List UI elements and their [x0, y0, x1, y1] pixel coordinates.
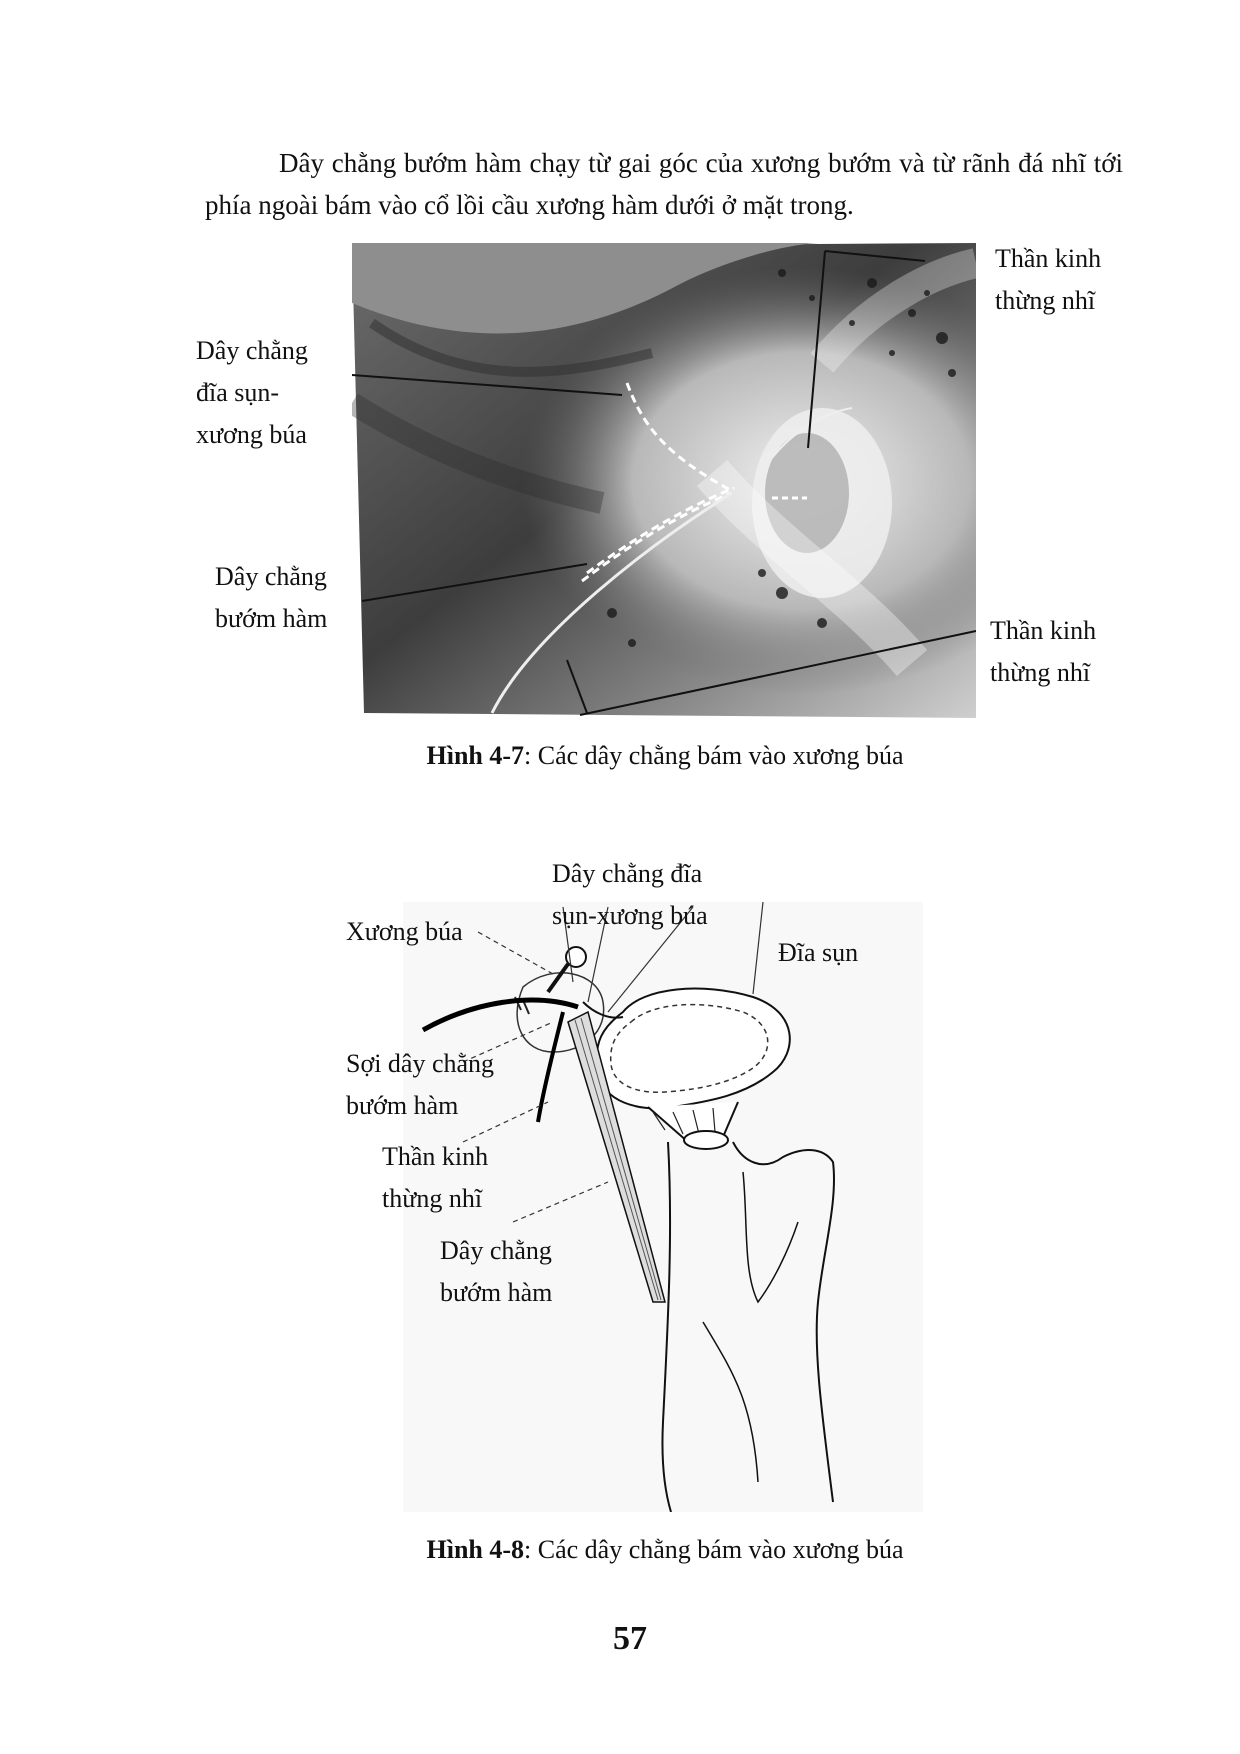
fig2-label-malleus: Xương búa [346, 917, 463, 946]
figure-4-8-caption [0, 1535, 1240, 1565]
fig1-label-disc-malleolar [196, 330, 308, 456]
fig1-label-line: Thần kinh [990, 616, 1097, 645]
fig2-label-line: bướm hàm [440, 1278, 553, 1307]
fig1-label-line: bướm hàm [215, 604, 328, 633]
caption-figure-number: Hình 4-7 [426, 741, 525, 770]
fig1-label-sphenomandibular [215, 556, 327, 640]
fig2-label-line: sụn-xương búa [552, 901, 708, 930]
fig1-label-line: thừng nhĩ [995, 286, 1096, 315]
fig2-label-sphenomandibular [440, 1230, 552, 1314]
page-number: 57 [613, 1620, 647, 1657]
fig2-label-line: thừng nhĩ [382, 1184, 483, 1213]
caption-text: : Các dây chằng bám vào xương búa [524, 741, 904, 770]
fig1-label-chorda-bottom [990, 610, 1096, 694]
fig2-label-fibers [346, 1043, 494, 1127]
fig2-label-line: Thần kinh [382, 1142, 489, 1171]
fig2-label-line: Dây chằng đĩa [552, 859, 703, 888]
fig2-label-disc: Đĩa sụn [778, 938, 859, 967]
caption-text: : Các dây chằng bám vào xương búa [524, 1535, 904, 1564]
fig2-label-line: Sợi dây chằng [346, 1049, 495, 1078]
fig1-label-line: thừng nhĩ [990, 658, 1091, 687]
fig2-label-line: Dây chằng [440, 1236, 552, 1265]
body-paragraph [205, 142, 1123, 226]
fig2-label-line: bướm hàm [346, 1091, 459, 1120]
figure-4-7-photo [352, 243, 976, 718]
caption-figure-number: Hình 4-8 [426, 1535, 525, 1564]
fig2-label-disc-malleolar [552, 853, 708, 937]
figure-4-7-caption [0, 741, 1240, 771]
fig1-label-line: xương búa [196, 420, 307, 449]
fig1-label-line: Thần kinh [995, 244, 1102, 273]
fig1-label-line: Dây chằng [196, 336, 308, 365]
fig1-label-line: Dây chằng [215, 562, 327, 591]
body-paragraph-text: Dây chằng bướm hàm chạy từ gai góc của xương bướm và từ rãnh đá nhĩ tới phía ngoài bám vào cổ lồi cầu xương hàm dưới ở mặt trong. [205, 148, 1123, 220]
fig1-label-line: đĩa sụn- [196, 378, 280, 407]
fig2-label-chorda [382, 1136, 488, 1220]
fig1-label-chorda-top [995, 238, 1101, 322]
